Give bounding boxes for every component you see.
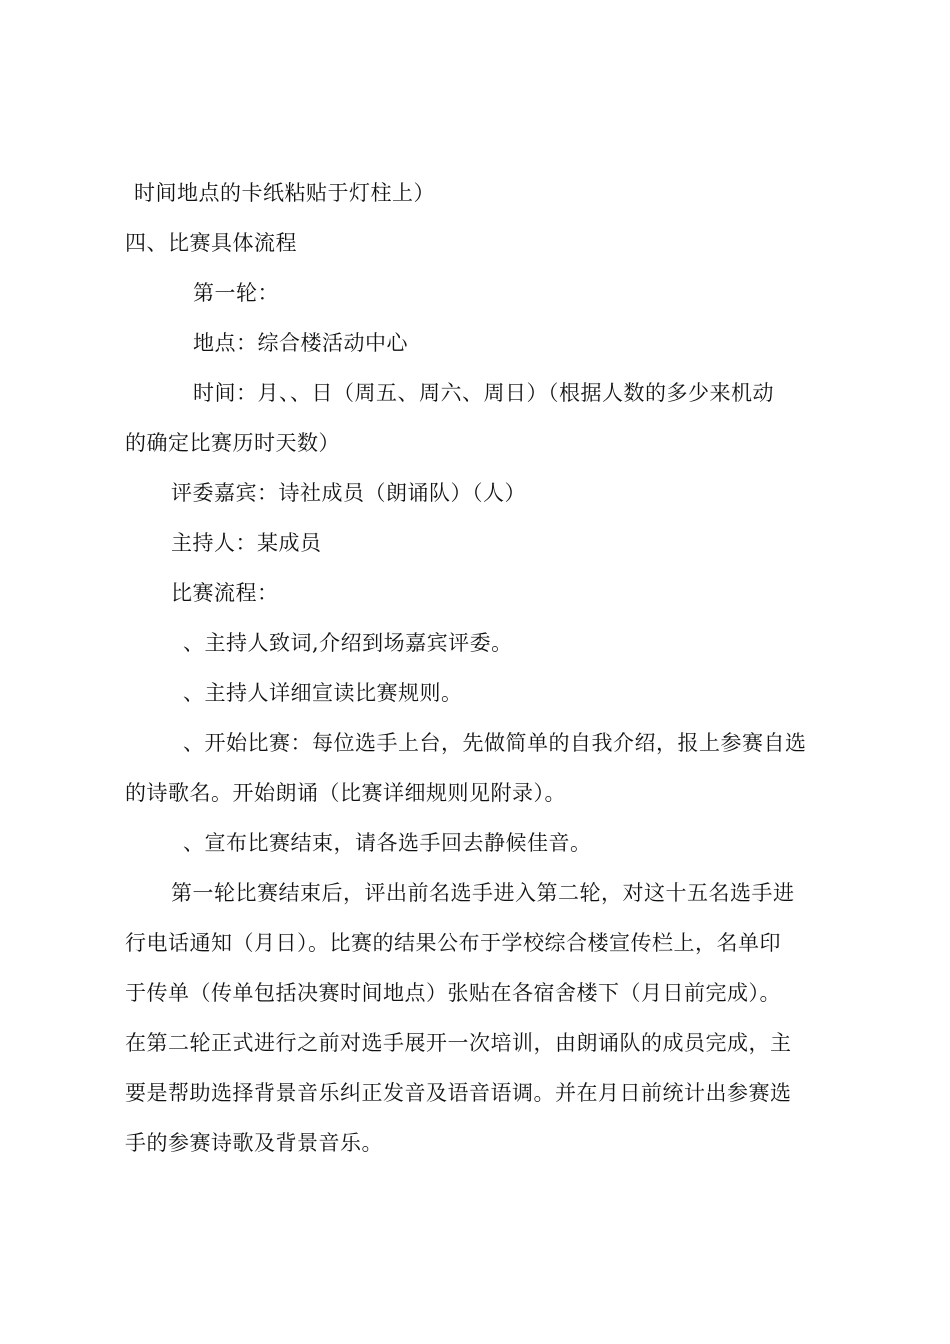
judges-line: 评委嘉宾：诗社成员（朗诵队）（人） [171,481,526,505]
time-line-continued: 的确定比赛历时天数） [125,431,340,455]
time-line: 时间：月、、日（周五、周六、周日）（根据人数的多少来机动 [193,381,774,405]
text-line-fragment: 时间地点的卡纸粘贴于灯柱上） [134,181,435,205]
round-title: 第一轮： [193,281,279,305]
paragraph-line: 行电话通知（月日）。比赛的结果公布于学校综合楼宣传栏上，名单印 [125,931,781,955]
paragraph-line: 手的参赛诗歌及背景音乐。 [125,1131,383,1155]
paragraph-line: 要是帮助选择背景音乐纠正发音及语音语调。并在月日前统计出参赛选 [125,1081,792,1105]
paragraph-line: 在第二轮正式进行之前对选手展开一次培训，由朗诵队的成员完成，主 [125,1031,792,1055]
procedure-item-continued: 的诗歌名。开始朗诵（比赛详细规则见附录）。 [125,781,566,805]
procedure-item: 、宣布比赛结束，请各选手回去静候佳音。 [183,831,592,855]
host-line: 主持人：某成员 [171,531,322,555]
location-line: 地点：综合楼活动中心 [193,331,408,355]
paragraph-line: 第一轮比赛结束后，评出前名选手进入第二轮，对这十五名选手进 [171,881,795,905]
procedure-title: 比赛流程： [171,581,279,605]
paragraph-line: 于传单（传单包括决赛时间地点）张贴在各宿舍楼下（月日前完成）。 [125,981,781,1005]
procedure-item: 、主持人致词,介绍到场嘉宾评委。 [183,631,513,655]
procedure-item: 、开始比赛：每位选手上台，先做简单的自我介绍，报上参赛自选 [183,731,807,755]
section-heading: 四、比赛具体流程 [125,231,297,255]
procedure-item: 、主持人详细宣读比赛规则。 [183,681,463,705]
